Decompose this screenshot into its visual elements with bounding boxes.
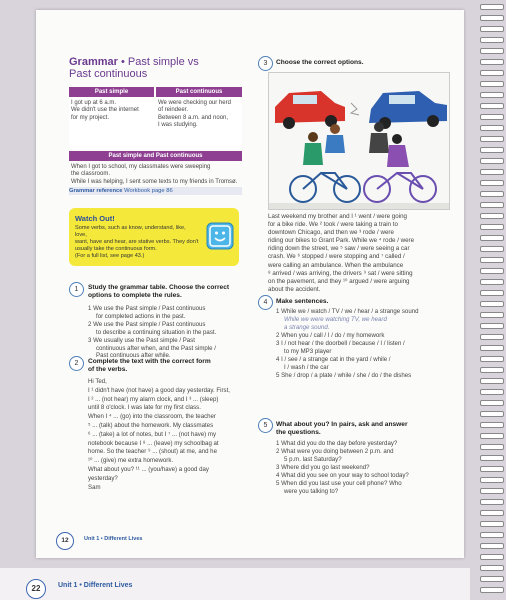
spiral-ring — [480, 411, 504, 417]
exercise-4-number: 4 — [258, 295, 273, 310]
exercise-4-sentences: 1 While we / watch / TV / we / hear / a strange sound While we were watching TV, we heard a strange sound. 2 When you / call / I / do / my homework 3 I / not hear / the doorbell / because / I / listen / to my MP3 player 4 I / see / a strange cat in the yard / while / I / wash / the car 5 She / drop / a plate / while / she / do / the dishes — [276, 308, 419, 379]
spiral-ring — [480, 268, 504, 274]
exercise-1-heading: Study the grammar table. Choose the correct options to complete the rules. — [88, 284, 230, 299]
spiral-ring — [480, 356, 504, 362]
spiral-ring — [480, 257, 504, 263]
spiral-ring — [480, 301, 504, 307]
spiral-ring — [480, 587, 504, 593]
unit-footer-under: Unit 1 • Different Lives — [58, 582, 133, 589]
spiral-ring — [480, 576, 504, 582]
spiral-ring — [480, 59, 504, 65]
spiral-ring — [480, 125, 504, 131]
spiral-ring — [480, 92, 504, 98]
spiral-ring — [480, 400, 504, 406]
spiral-ring — [480, 554, 504, 560]
page-number-badge: 12 — [56, 532, 74, 550]
table-header-past-continuous: Past continuous — [156, 87, 242, 97]
watch-out-text: Some verbs, such as know, understand, like, love, want, have and hear, are stative verbs. They don't usually take the continuous form. (For a full list, see page 43.) — [75, 225, 199, 259]
spiral-ring — [480, 279, 504, 285]
spiral-ring — [480, 367, 504, 373]
spiral-ring — [480, 455, 504, 461]
spiral-ring — [480, 312, 504, 318]
spiral-ring — [480, 477, 504, 483]
spiral-ring — [480, 499, 504, 505]
spiral-ring — [480, 158, 504, 164]
grammar-table — [69, 87, 242, 149]
spiral-ring — [480, 488, 504, 494]
accident-illustration — [268, 72, 450, 210]
spiral-ring — [480, 290, 504, 296]
table2-header: Past simple and Past continuous — [69, 151, 242, 161]
exercise-5-heading: What about you? In pairs, ask and answer the questions. — [276, 421, 408, 436]
watch-out-title: Watch Out! — [75, 214, 115, 223]
spiral-ring — [480, 224, 504, 230]
exercise-5-questions: 1 What did you do the day before yesterday? 2 What were you doing between 2 p.m. and 5 p.m. last Saturday? 3 Where did you go last weekend? 4 What did you see on your way to school today? 5 When did you last use your cell phone? Who were you talking to? — [276, 440, 409, 495]
spiral-ring — [480, 334, 504, 340]
spiral-ring — [480, 466, 504, 472]
exercise-3-number: 3 — [258, 56, 273, 71]
exercise-5-number: 5 — [258, 418, 273, 433]
grammar-title: Grammar • Past simple vs Past continuous — [69, 56, 199, 80]
textbook-page — [36, 10, 464, 558]
watch-out-box — [69, 208, 239, 266]
spiral-ring — [480, 521, 504, 527]
spiral-ring — [480, 235, 504, 241]
spiral-ring — [480, 114, 504, 120]
exercise-3-text: Last weekend my brother and I ¹ went / were going for a bike ride. We ² took / were taking a train to downtown Chicago, and then we ³ rode / were riding our bikes to Grant Park. While we ⁴ rode / were riding down the street, we ⁵ saw / were seeing a car crash. We ⁶ stopped / were stopping and ⁷ called / were calling an ambulance. When the ambulance ⁸ arrived / was arriving, the drivers ⁹ sat / were sitting on the pavement, and they ¹⁰ argued / were arguing about the accident. — [268, 213, 415, 293]
spiral-ring — [480, 378, 504, 384]
spiral-ring — [480, 444, 504, 450]
spiral-ring — [480, 202, 504, 208]
spiral-ring — [480, 103, 504, 109]
spiral-ring — [480, 147, 504, 153]
spiral-ring — [480, 26, 504, 32]
exercise-2-text: Hi Ted, I ¹ didn't have (not have) a good day yesterday. First, I ² ... (not hear) my alarm clock, and I ³ ... (sleep) until 8 o'clock. I was late for my first class. When I ⁴ ... (go) into the classroom, the teacher ⁵ ... (talk) about the homework. My classmates ⁶ ... (take) a lot of notes, but I ⁷ ... (not have) my notebook because I ⁸ ... (leave) my schoolbag at home. So the teacher ⁹ ... (shout) at me, and he ¹⁰ ... (give) me extra homework. What about you? ¹¹ ... (you/have) a good day yesterday? Sam — [88, 378, 230, 491]
exercise-2-heading: Complete the text with the correct form of the verbs. — [88, 358, 211, 373]
spiral-ring — [480, 433, 504, 439]
exercise-1-rules: 1 We use the Past simple / Past continuous for completed actions in the past. 2 We use the Past simple / Past continuous to describe a continuing situation in the past. 3 We usually use the Past simple / Past continuous after when, and the Past simple / Past continuous after while. — [88, 305, 217, 360]
spiral-ring — [480, 81, 504, 87]
spiral-binding — [478, 0, 506, 600]
table-cell-left: I got up at 6 a.m. We didn't use the internet for my project. — [71, 100, 139, 121]
spiral-ring — [480, 543, 504, 549]
exercise-1-number: 1 — [69, 282, 84, 297]
spiral-ring — [480, 389, 504, 395]
grammar-reference[interactable]: Grammar reference Workbook page 86 — [69, 187, 242, 195]
table2-rows: When I got to school, my classmates were sweeping the classroom. While I was helping, I sent some texts to my friends in Tromsø. — [71, 164, 238, 185]
spiral-ring — [480, 70, 504, 76]
spiral-ring — [480, 510, 504, 516]
spiral-ring — [480, 4, 504, 10]
spiral-ring — [480, 180, 504, 186]
spiral-ring — [480, 323, 504, 329]
spiral-ring — [480, 345, 504, 351]
spiral-ring — [480, 15, 504, 21]
exercise-4-heading: Make sentences. — [276, 298, 329, 305]
exercise-3-heading: Choose the correct options. — [276, 59, 364, 66]
smiley-icon — [206, 222, 234, 250]
spiral-ring — [480, 532, 504, 538]
spiral-ring — [480, 48, 504, 54]
spiral-ring — [480, 136, 504, 142]
spiral-ring — [480, 246, 504, 252]
table-header-past-simple: Past simple — [69, 87, 154, 97]
underlying-page — [0, 568, 470, 600]
exercise-2-number: 2 — [69, 356, 84, 371]
page-number-badge-under: 22 — [26, 579, 46, 599]
table-cell-right: We were checking our herd of reindeer. Between 8 a.m. and noon, I was studying. — [158, 100, 231, 129]
spiral-ring — [480, 191, 504, 197]
spiral-ring — [480, 565, 504, 571]
spiral-ring — [480, 422, 504, 428]
unit-footer: Unit 1 • Different Lives — [84, 536, 143, 542]
spiral-ring — [480, 169, 504, 175]
spiral-ring — [480, 213, 504, 219]
spiral-ring — [480, 37, 504, 43]
